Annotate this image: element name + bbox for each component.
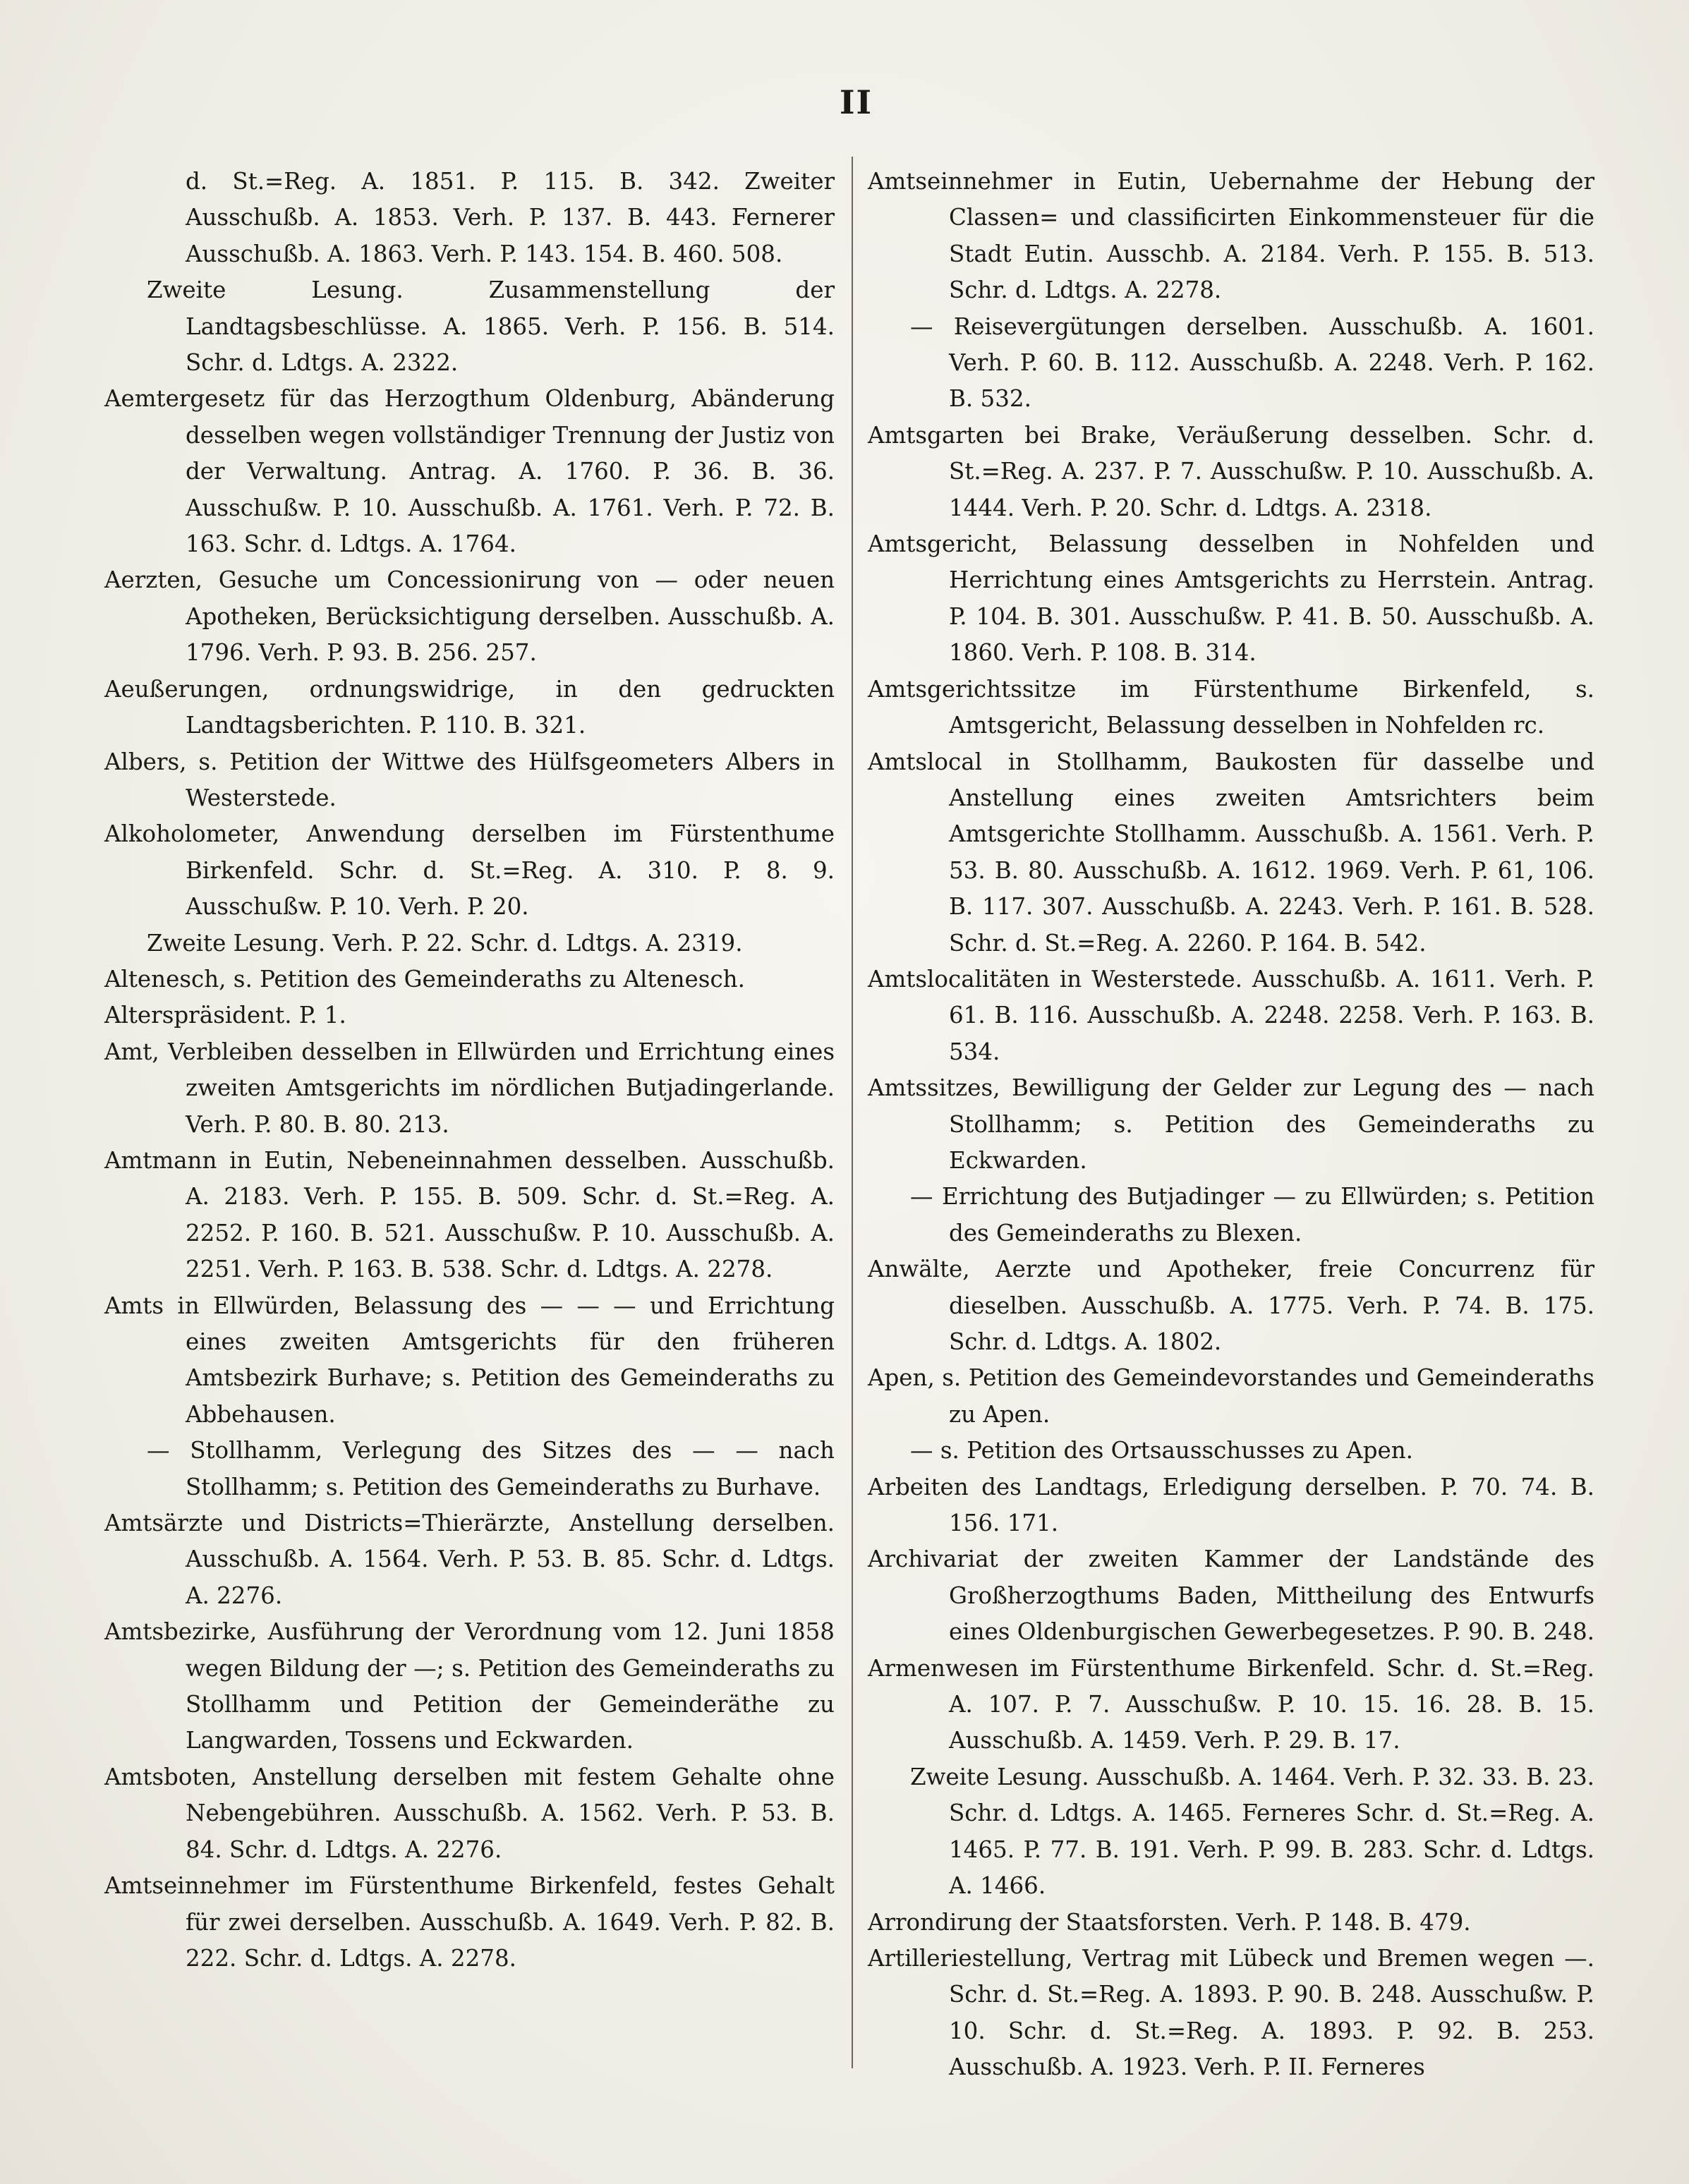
index-entry: Zweite Lesung. Zusammenstellung der Landtagsbeschlüsse. A. 1865. Verh. P. 156. B. 514. Schr. d. Ldtgs. A. 2322. — [147, 277, 835, 377]
left-column — [104, 164, 835, 1977]
index-entry: Arbeiten des Landtags, Erledigung derselben. P. 70. 74. B. 156. 171. — [868, 1473, 1594, 1537]
index-entry: Amtseinnehmer in Eutin, Uebernahme der Hebung der Classen= und classificirten Einkommensteuer für die Stadt Eutin. Ausschb. A. 2184. Verh. P. 155. B. 513. Schr. d. Ldtgs. A. 2278. — [868, 168, 1594, 304]
index-entry: Amtslocal in Stollhamm, Baukosten für dasselbe und Anstellung eines zweiten Amtsrichters beim Amtsgerichte Stollhamm. Ausschußb. A. 1561. Verh. P. 53. B. 80. Ausschußb. A. 1612. 1969. Verh. P. 61, 106. B. 117. 307. Ausschußb. A. 2243. Verh. P. 161. B. 528. Schr. d. St.=Reg. A. 2260. P. 164. B. 542. — [868, 748, 1594, 957]
index-entry: Amtsbezirke, Ausführung der Verordnung vom 12. Juni 1858 wegen Bildung der —; s. Petition des Gemeinderaths zu Stollhamm und Petition der Gemeinderäthe zu Langwarden, Tossens und Eckwarden. — [104, 1618, 835, 1754]
index-entry: Zweite Lesung. Ausschußb. A. 1464. Verh. P. 32. 33. B. 23. Schr. d. Ldtgs. A. 1465. Ferneres Schr. d. St.=Reg. A. 1465. P. 77. B. 191. Verh. P. 99. B. 283. Schr. d. Ldtgs. A. 1466. — [910, 1763, 1594, 1900]
index-entry: Archivariat der zweiten Kammer der Landstände des Großherzogthums Baden, Mittheilung des Entwurfs eines Oldenburgischen Gewerbegesetzes. P. 90. B. 248. — [868, 1546, 1594, 1646]
index-entry: d. St.=Reg. A. 1851. P. 115. B. 342. Zweiter Ausschußb. A. 1853. Verh. P. 137. B. 443. Fernerer Ausschußb. A. 1863. Verh. P. 143. 154. B. 460. 508. — [186, 168, 835, 267]
index-entry: — Stollhamm, Verlegung des Sitzes des — — nach Stollhamm; s. Petition des Gemeinderaths zu Burhave. — [147, 1437, 835, 1500]
index-entry: Aemtergesetz für das Herzogthum Oldenburg, Abänderung desselben wegen vollständiger Trennung der Justiz von der Verwaltung. Antrag. A. 1760. P. 36. B. 36. Ausschußw. P. 10. Ausschußb. A. 1761. Verh. P. 72. B. 163. Schr. d. Ldtgs. A. 1764. — [104, 385, 835, 558]
index-entry: Aerzten, Gesuche um Concessionirung von — oder neuen Apotheken, Berücksichtigung derselben. Ausschußb. A. 1796. Verh. P. 93. B. 256. 257. — [104, 566, 835, 667]
index-entry: Altenesch, s. Petition des Gemeinderaths zu Altenesch. — [104, 965, 745, 993]
right-column — [868, 164, 1594, 2086]
index-entry: — Reisevergütungen derselben. Ausschußb. A. 1601. Verh. P. 60. B. 112. Ausschußb. A. 2248. Verh. P. 162. B. 532. — [910, 313, 1594, 413]
index-entry: Albers, s. Petition der Wittwe des Hülfsgeometers Albers in Westerstede. — [104, 748, 835, 811]
index-entry: Amtsärzte und Districts=Thierärzte, Anstellung derselben. Ausschußb. A. 1564. Verh. P. 53. B. 85. Schr. d. Ldtgs. A. 2276. — [104, 1510, 835, 1609]
index-entry: Zweite Lesung. Verh. P. 22. Schr. d. Ldtgs. A. 2319. — [147, 929, 743, 957]
index-entry: Anwälte, Aerzte und Apotheker, freie Concurrenz für dieselben. Ausschußb. A. 1775. Verh. P. 74. B. 175. Schr. d. Ldtgs. A. 1802. — [868, 1256, 1594, 1355]
index-entry: Alkoholometer, Anwendung derselben im Fürstenthume Birkenfeld. Schr. d. St.=Reg. A. 310. P. 8. 9. Ausschußw. P. 10. Verh. P. 20. — [104, 820, 835, 921]
index-entry: Amtmann in Eutin, Nebeneinnahmen desselben. Ausschußb. A. 2183. Verh. P. 155. B. 509. Schr. d. St.=Reg. A. 2252. P. 160. B. 521. Ausschußw. P. 10. Ausschußb. A. 2251. Verh. P. 163. B. 538. Schr. d. Ldtgs. A. 2278. — [104, 1146, 835, 1283]
index-entry: — Errichtung des Butjadinger — zu Ellwürden; s. Petition des Gemeinderaths zu Blexen. — [910, 1183, 1594, 1246]
index-entry: Alterspräsident. P. 1. — [104, 1002, 346, 1029]
index-entry: Amtslocalitäten in Westerstede. Ausschußb. A. 1611. Verh. P. 61. B. 116. Ausschußb. A. 2248. 2258. Verh. P. 163. B. 534. — [868, 965, 1594, 1065]
index-entry: Amtssitzes, Bewilligung der Gelder zur Legung des — nach Stollhamm; s. Petition des Gemeinderaths zu Eckwarden. — [868, 1074, 1594, 1174]
index-entry: Amtsgericht, Belassung desselben in Nohfelden und Herrichtung eines Amtsgerichts zu Herrstein. Antrag. P. 104. B. 301. Ausschußw. P. 41. B. 50. Ausschußb. A. 1860. Verh. P. 108. B. 314. — [868, 530, 1594, 667]
index-entry: Amtsgarten bei Brake, Veräußerung desselben. Schr. d. St.=Reg. A. 237. P. 7. Ausschußw. P. 10. Ausschußb. A. 1444. Verh. P. 20. Schr. d. Ldtgs. A. 2318. — [868, 421, 1594, 521]
index-entry: Artilleriestellung, Vertrag mit Lübeck und Bremen wegen —. Schr. d. St.=Reg. A. 1893. P. 90. B. 248. Ausschußw. P. 10. Schr. d. St.=Reg. A. 1893. P. 92. B. 253. Ausschußb. A. 1923. Verh. P. II. Ferneres — [868, 1944, 1594, 2081]
index-entry: Armenwesen im Fürstenthume Birkenfeld. Schr. d. St.=Reg. A. 107. P. 7. Ausschußw. P. 10. 15. 16. 28. B. 15. Ausschußb. A. 1459. Verh. P. 29. B. 17. — [868, 1654, 1594, 1754]
index-entry: Apen, s. Petition des Gemeindevorstandes und Gemeinderaths zu Apen. — [868, 1364, 1594, 1428]
index-entry: — s. Petition des Ortsausschusses zu Apen. — [910, 1437, 1414, 1464]
index-entry: Amt, Verbleiben desselben in Ellwürden und Errichtung eines zweiten Amtsgerichts im nördlichen Butjadingerlande. Verh. P. 80. B. 80. 213. — [104, 1038, 835, 1138]
index-entry: Amtseinnehmer im Fürstenthume Birkenfeld, festes Gehalt für zwei derselben. Ausschußb. A. 1649. Verh. P. 82. B. 222. Schr. d. Ldtgs. A. 2278. — [104, 1872, 835, 1972]
index-entry: Amtsboten, Anstellung derselben mit festem Gehalte ohne Nebengebühren. Ausschußb. A. 1562. Verh. P. 53. B. 84. Schr. d. Ldtgs. A. 2276. — [104, 1763, 835, 1863]
index-entry: Amtsgerichtssitze im Fürstenthume Birkenfeld, s. Amtsgericht, Belassung desselben in Nohfelden rc. — [868, 675, 1594, 739]
index-entry: Amts in Ellwürden, Belassung des — — — und Errichtung eines zweiten Amtsgerichts für den früheren Amtsbezirk Burhave; s. Petition des Gemeinderaths zu Abbehausen. — [104, 1292, 835, 1428]
index-entry: Aeußerungen, ordnungswidrige, in den gedruckten Landtagsberichten. P. 110. B. 321. — [104, 675, 835, 739]
column-divider — [852, 157, 853, 2068]
page-number: II — [840, 83, 873, 121]
index-entry: Arrondirung der Staatsforsten. Verh. P. 148. B. 479. — [868, 1908, 1471, 1936]
